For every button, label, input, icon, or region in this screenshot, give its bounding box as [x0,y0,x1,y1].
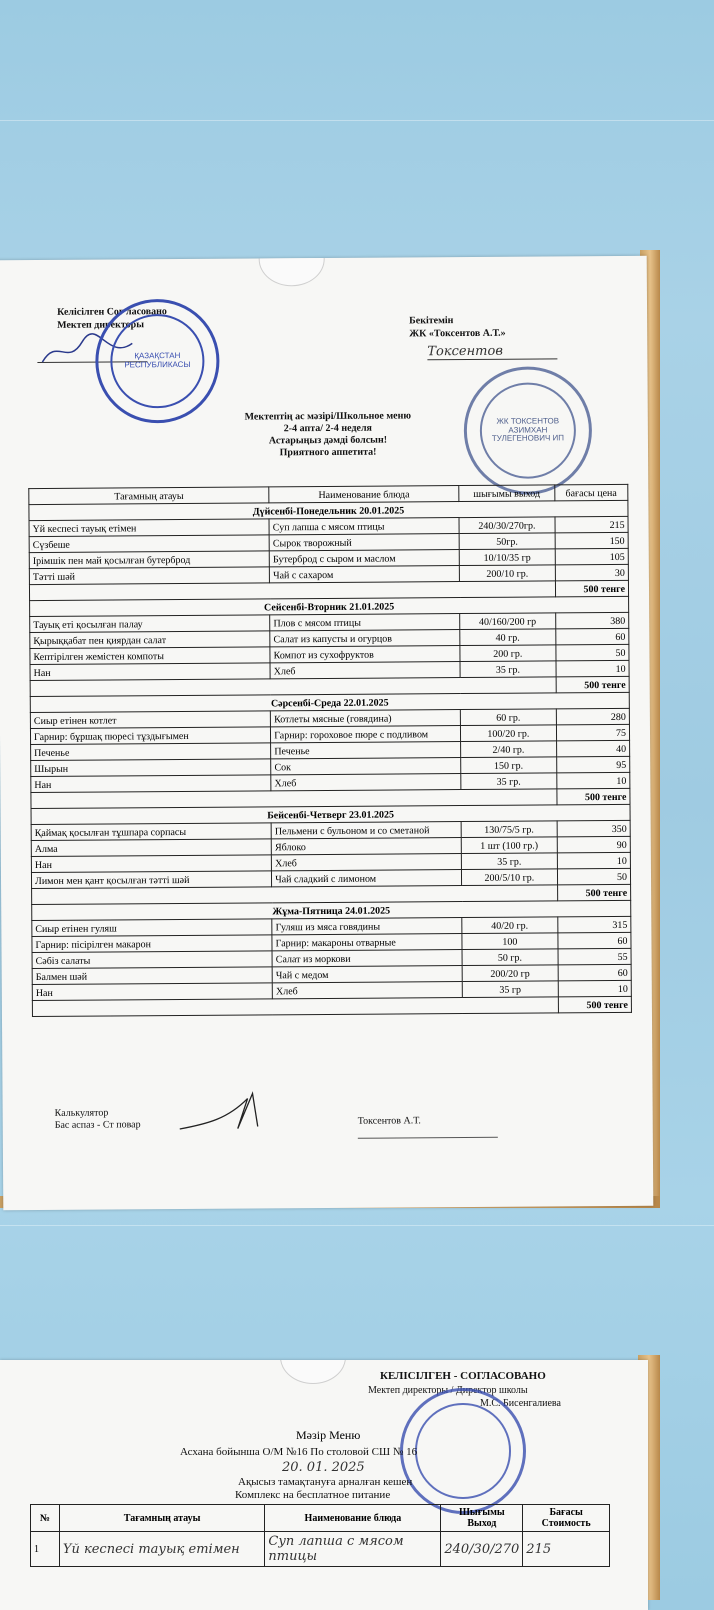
dish-price: 380 [555,612,629,629]
dish-price: 280 [556,708,630,725]
menu2-title: Мәзір Меню [296,1428,361,1442]
dish-yield: 40 гр. [460,629,556,646]
approved-header: КЕЛІСІЛГЕН - СОГЛАСОВАНО [380,1370,546,1382]
director-label: Мектеп директоры [57,319,145,331]
dish-name-ru: Сырок творожный [269,534,459,551]
footer-chef: Бас аспаз - Ст повар [54,1119,141,1131]
dish-name-ru: Яблоко [271,838,461,855]
m2-h-kz: Тағамның атауы [59,1505,265,1532]
dish-name-kz: Сәбіз салаты [32,951,272,969]
chef-signature [177,1088,267,1139]
dish-price: 50 [557,868,631,885]
signature-right: Токсентов [427,343,557,360]
dish-name-ru: Пельмени с бульоном и со сметаной [271,822,461,839]
stamp-right [463,366,592,495]
dish-yield: 130/75/5 гр. [461,821,557,838]
dish-name-kz: Печенье [31,743,271,761]
dish-price: 75 [556,724,630,741]
dish-name-ru: Чай с сахаром [270,566,460,583]
dish-name-kz: Сүзбеше [29,535,269,553]
title-line: 2-4 апта/ 2-4 неделя [283,422,373,435]
dish-price: 105 [555,548,629,565]
day-title: Сейсенбі-Вторник 21.01.2025 [30,596,629,616]
dish-name-ru: Суп лапша с мясом птицы [269,518,459,535]
dish-name-ru: Хлеб [272,854,462,871]
dish-name-ru: Сок [271,758,461,775]
dish-yield: 35 гр [462,981,558,998]
dish-name-kz: Кептірілген жемістен компоты [30,647,270,665]
m2-h-ru: Наименование блюда [265,1505,441,1532]
dish-price: 315 [557,916,631,933]
dish-yield: 10/10/35 гр [459,549,555,566]
dish-price: 10 [558,980,632,997]
dish-price: 10 [556,660,630,677]
header-yield: шығымы выход [459,485,555,502]
m2-ru: Суп лапша с мясом птицы [265,1532,441,1567]
header-name-kz: Тағамның атауы [29,487,269,505]
dish-name-ru: Гарнир: гороховое пюре с подливом [271,726,461,743]
dish-name-kz: Тәтті шәй [29,567,269,585]
dish-name-kz: Шырын [31,759,271,777]
dish-price: 40 [556,740,630,757]
m2-yield: 240/30/270 [441,1532,523,1567]
dish-price: 150 [555,532,629,549]
dish-name-kz: Алма [31,839,271,857]
m2-kz: Үй кеспесі тауық етімен [59,1532,265,1567]
dish-name-kz: Нан [30,663,270,681]
dish-yield: 150 гр. [461,757,557,774]
stamp-school-inner [415,1403,510,1498]
menu-title [228,410,428,459]
stamp-right-text: ЖК ТОКСЕНТОВ АЗИМХАН ТУЛЕГЕНОВИЧ ИП [479,382,576,479]
dish-name-ru: Печенье [271,742,461,759]
dish-name-kz: Гарнир: пісірілген макарон [32,935,272,953]
dish-yield: 200/10 гр. [459,565,555,582]
dish-name-ru: Гуляш из мяса говядины [272,918,462,935]
dish-price: 30 [555,564,629,581]
stamp-left-text: ҚАЗАҚСТАН РЕСПУБЛИКАСЫ [110,314,204,408]
dish-yield: 40/160/200 гр [460,613,556,630]
dish-price: 95 [556,756,630,773]
approved-label: Келісілген Сог ласовано [57,306,167,318]
dish-name-ru: Салат из капусты и огурцов [270,630,460,647]
day-title: Бейсенбі-Четверг 23.01.2025 [31,804,630,824]
total-spacer [32,997,558,1017]
m2-h-yield: Шығымы Выход [441,1505,523,1532]
day-total-row [32,996,631,1016]
title-line: Приятного аппетита! [279,446,377,459]
dish-yield: 200/5/10 гр. [462,869,558,886]
table-row [31,1532,610,1567]
menu2-table [30,1504,610,1567]
day-total: 500 тенге [556,676,630,693]
dish-name-ru: Гарнир: макароны отварные [272,934,462,951]
dish-name-ru: Чай сладкий с лимоном [272,870,462,887]
director-line: Мектеп директоры / Директор школы [368,1385,528,1396]
menu2-header-row [31,1505,610,1532]
dish-yield: 35 гр. [461,773,557,790]
dish-name-kz: Тауық еті қосылған палау [30,615,270,633]
dish-price: 10 [556,772,630,789]
dish-yield: 35 гр. [460,661,556,678]
dish-yield: 200 гр. [460,645,556,662]
dish-name-kz: Сиыр етінен гуляш [32,919,272,937]
day-total: 500 тенге [556,788,630,805]
dish-yield: 240/30/270гр. [459,517,555,534]
handwritten-date: 20. 01. 2025 [282,1460,365,1475]
dish-price: 215 [555,516,629,533]
signer-line [358,1137,498,1139]
dish-yield: 2/40 гр. [461,741,557,758]
dish-name-ru: Хлеб [272,982,462,999]
dish-price: 10 [557,852,631,869]
dish-name-ru: Плов с мясом птицы [270,614,460,631]
dish-yield: 35 гр. [461,853,557,870]
dish-name-kz: Лимон мен қант қосылған тәтті шәй [31,871,271,889]
dish-name-kz: Қаймақ қосылған тұшпара сорпасы [31,823,271,841]
dish-price: 350 [557,820,631,837]
footer-signer: Токсентов А.Т. [357,1115,421,1127]
dish-name-ru: Хлеб [270,662,460,679]
dish-price: 50 [555,644,629,661]
dish-name-kz: Гарнир: бұршақ пюресі тұздығымен [30,727,270,745]
day-title: Сәрсенбі-Среда 22.01.2025 [30,692,629,712]
dish-yield: 40/20 гр. [462,917,558,934]
dish-name-kz: Нан [31,855,271,873]
header-name-ru: Наименование блюда [269,486,459,503]
title-line: Мектептің ас мәзірі/Школьное меню [244,410,412,423]
approve-label: Бекітемін [409,315,454,327]
stamp-left [95,299,220,424]
m2-num: 1 [31,1532,60,1567]
m2-h-price: Бағасы Стоимость [523,1505,610,1532]
dish-price: 55 [558,948,632,965]
complex-kz: Ақысыз тамақтануға арналған кешен [238,1476,413,1488]
dish-name-ru: Бутерброд с сыром и маслом [269,550,459,567]
dish-name-ru: Чай с медом [272,966,462,983]
dish-yield: 50 гр. [462,949,558,966]
complex-ru: Комплекс на бесплатное питание [235,1489,391,1501]
dish-name-ru: Хлеб [271,774,461,791]
day-title: Дүйсенбі-Понедельник 20.01.2025 [29,500,628,520]
title-line: Астарыңыз дәмді болсын! [268,434,388,447]
menu-table [28,484,632,1017]
dish-name-kz: Қырыққабат пен қиярдан салат [30,631,270,649]
dish-name-kz: Балмен шәй [32,967,272,985]
dish-name-kz: Үй кеспесі тауық етімен [29,519,269,537]
dish-price: 60 [555,628,629,645]
day-total: 500 тенге [557,884,631,901]
day-total: 500 тенге [558,996,632,1013]
sheet-notch-2 [280,1360,346,1384]
dish-yield: 60 гр. [460,709,556,726]
sheet-notch [259,256,325,287]
dish-name-ru: Котлеты мясные (говядина) [271,710,461,727]
footer-calc: Калькулятор [54,1107,109,1119]
m2-h-num: № [31,1505,60,1532]
dish-price: 90 [557,836,631,853]
dish-name-kz: Нан [31,775,271,793]
dish-yield: 1 шт (100 гр.) [461,837,557,854]
menu-sheet-1 [0,256,653,1211]
menu-sheet-2 [0,1360,648,1610]
dish-price: 60 [557,932,631,949]
dish-name-ru: Компот из сухофруктов [270,646,460,663]
director-name: М.С. Бисенгалиева [480,1398,561,1409]
m2-price: 215 [523,1532,610,1567]
dish-yield: 200/20 гр [462,965,558,982]
day-title: Жұма-Пятница 24.01.2025 [32,900,631,920]
dish-name-kz: Сиыр етінен котлет [30,711,270,729]
dish-name-ru: Салат из моркови [272,950,462,967]
dish-name-kz: Ірімшік пен май қосылған бутерброд [29,551,269,569]
dish-price: 60 [558,964,632,981]
dish-yield: 50гр. [459,533,555,550]
header-price: бағасы цена [554,484,628,501]
dish-name-kz: Нан [32,983,272,1001]
dish-yield: 100/20 гр. [461,725,557,742]
dish-yield: 100 [462,933,558,950]
day-total: 500 тенге [555,580,629,597]
canteen-line: Асхана бойынша О/М №16 По столовой СШ № 16 [180,1446,418,1458]
company-name: ЖК «Токсентов А.Т.» [409,327,506,340]
stamp-school [400,1388,526,1514]
